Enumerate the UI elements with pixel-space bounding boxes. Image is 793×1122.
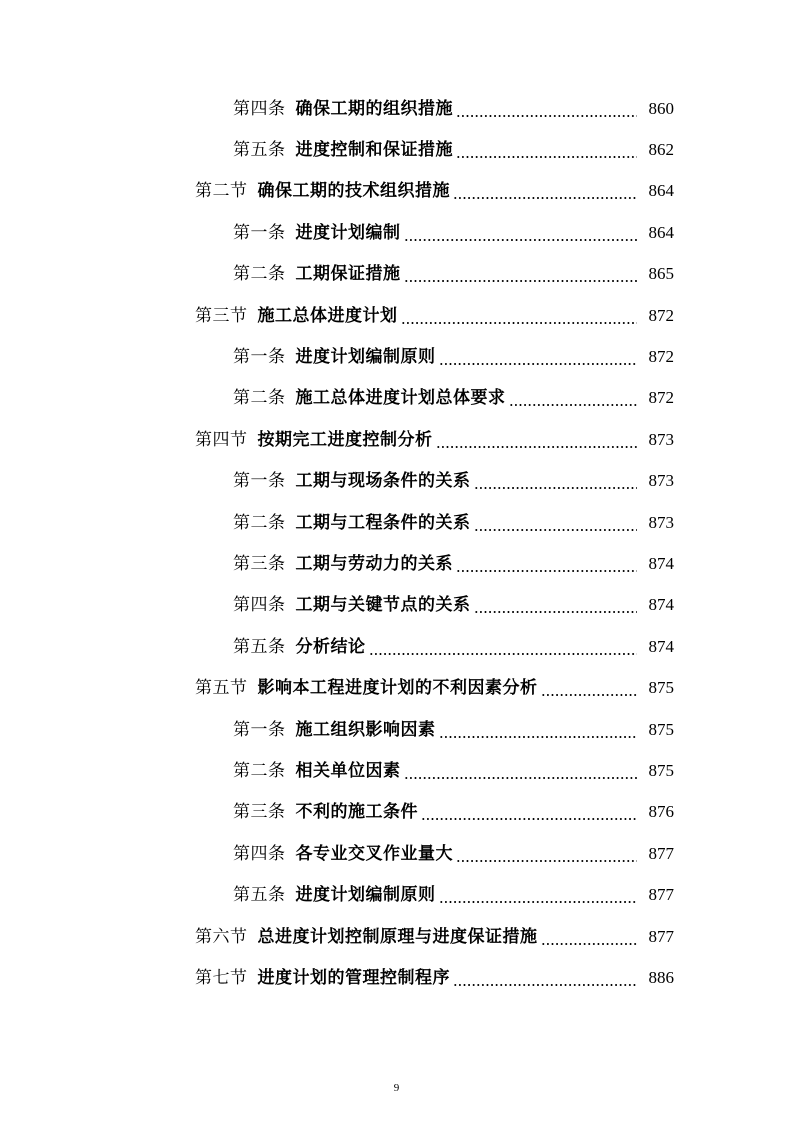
toc-entry-page: 874 [648,595,674,615]
dot-leader [436,446,638,448]
toc-entry-title: 施工总体进度计划 [257,305,398,326]
toc-entry-page: 877 [648,926,674,946]
toc-entry-title: 进度计划编制 [295,222,401,243]
toc-article-entry[interactable] [0,254,793,295]
dot-leader [509,404,638,406]
toc-entry-title: 施工总体进度计划总体要求 [295,388,506,409]
toc-entry-number: 第三节 [195,305,248,326]
toc-entry-page: 876 [648,802,674,822]
toc-article-entry[interactable] [0,461,793,502]
toc-article-entry[interactable] [0,543,793,584]
toc-article-entry[interactable] [0,129,793,170]
toc-entry-number: 第一条 [233,222,286,243]
toc-entry-title: 确保工期的技术组织措施 [257,181,450,202]
toc-entry-number: 第二条 [233,388,286,409]
dot-leader [439,363,638,365]
dot-leader [474,611,638,613]
dot-leader [456,570,637,572]
toc-article-entry[interactable] [0,502,793,543]
dot-leader [474,529,638,531]
toc-article-entry[interactable] [0,874,793,915]
dot-leader [439,901,638,903]
dot-leader [439,736,638,738]
toc-entry-title: 各专业交叉作业量大 [295,843,453,864]
toc-entry-number: 第四条 [233,595,286,616]
toc-entry-number: 第一条 [233,471,286,492]
toc-entry-number: 第三条 [233,553,286,574]
toc-section-entry[interactable] [0,171,793,212]
dot-leader [456,156,637,158]
toc-entry-page: 874 [648,553,674,573]
dot-leader [453,984,637,986]
page-number: 9 [393,1082,400,1094]
toc-entry-title: 按期完工进度控制分析 [257,429,433,450]
toc-article-entry[interactable] [0,626,793,667]
toc-entry-page: 873 [648,429,674,449]
toc-entry-title: 进度计划编制原则 [295,885,436,906]
toc-entry-title: 相关单位因素 [295,760,401,781]
toc-article-entry[interactable] [0,88,793,129]
dot-leader [453,197,637,199]
toc-section-entry[interactable] [0,916,793,957]
toc-entry-page: 864 [648,181,674,201]
toc-section-entry[interactable] [0,419,793,460]
toc-section-entry[interactable] [0,667,793,708]
toc-article-entry[interactable] [0,792,793,833]
toc-entry-page: 886 [648,967,674,987]
toc-article-entry[interactable] [0,709,793,750]
toc-entry-page: 872 [648,305,674,325]
toc-entry-number: 第三条 [233,802,286,823]
toc-article-entry[interactable] [0,378,793,419]
dot-leader [456,115,637,117]
toc-entry-title: 工期与现场条件的关系 [295,471,471,492]
toc-entry-title: 进度控制和保证措施 [295,140,453,161]
toc-entry-title: 施工组织影响因素 [295,719,436,740]
toc-entry-page: 872 [648,347,674,367]
toc-entry-number: 第二条 [233,264,286,285]
toc-entry-title: 确保工期的组织措施 [295,98,453,119]
toc-entry-page: 872 [648,388,674,408]
dot-leader [369,653,638,655]
toc-entry-number: 第二节 [195,181,248,202]
dot-leader [456,860,637,862]
toc-entry-number: 第二条 [233,512,286,533]
toc-entry-page: 860 [648,98,674,118]
dot-leader [401,322,638,324]
toc-section-entry[interactable] [0,957,793,998]
toc-entry-page: 877 [648,843,674,863]
toc-entry-page: 864 [648,222,674,242]
toc-entry-title: 工期保证措施 [295,264,401,285]
toc-entry-page: 873 [648,512,674,532]
toc-entry-number: 第四条 [233,843,286,864]
toc-entry-title: 总进度计划控制原理与进度保证措施 [257,926,538,947]
toc-article-entry[interactable] [0,212,793,253]
toc-entry-number: 第七节 [195,967,248,988]
toc-entry-number: 第五条 [233,140,286,161]
toc-entry-page: 865 [648,264,674,284]
dot-leader [404,280,638,282]
toc-entry-page: 862 [648,140,674,160]
toc-entry-title: 分析结论 [295,636,366,657]
toc-entry-page: 877 [648,885,674,905]
toc-article-entry[interactable] [0,585,793,626]
toc-section-entry[interactable] [0,295,793,336]
toc-entry-page: 875 [648,719,674,739]
toc-entry-page: 874 [648,636,674,656]
dot-leader [421,818,637,820]
toc-entry-number: 第一条 [233,347,286,368]
dot-leader [404,777,638,779]
dot-leader [474,487,638,489]
toc-entry-title: 进度计划编制原则 [295,347,436,368]
toc-entry-number: 第二条 [233,760,286,781]
toc-entry-number: 第五节 [195,678,248,699]
toc-entry-number: 第五条 [233,885,286,906]
toc-entry-number: 第一条 [233,719,286,740]
toc-entry-page: 875 [648,678,674,698]
dot-leader [541,694,638,696]
toc-entry-title: 工期与工程条件的关系 [295,512,471,533]
toc-entry-number: 第四节 [195,429,248,450]
dot-leader [541,943,638,945]
toc-entry-number: 第四条 [233,98,286,119]
toc-entry-title: 影响本工程进度计划的不利因素分析 [257,678,538,699]
toc-entry-title: 工期与关键节点的关系 [295,595,471,616]
toc-article-entry[interactable] [0,833,793,874]
toc-entry-title: 不利的施工条件 [295,802,418,823]
toc-entry-title: 工期与劳动力的关系 [295,553,453,574]
toc-entry-page: 873 [648,471,674,491]
toc-entry-page: 875 [648,760,674,780]
toc-article-entry[interactable] [0,750,793,791]
toc-article-entry[interactable] [0,336,793,377]
toc-entry-number: 第五条 [233,636,286,657]
toc-entry-title: 进度计划的管理控制程序 [257,967,450,988]
table-of-contents [0,88,793,999]
dot-leader [404,239,638,241]
toc-entry-number: 第六节 [195,926,248,947]
